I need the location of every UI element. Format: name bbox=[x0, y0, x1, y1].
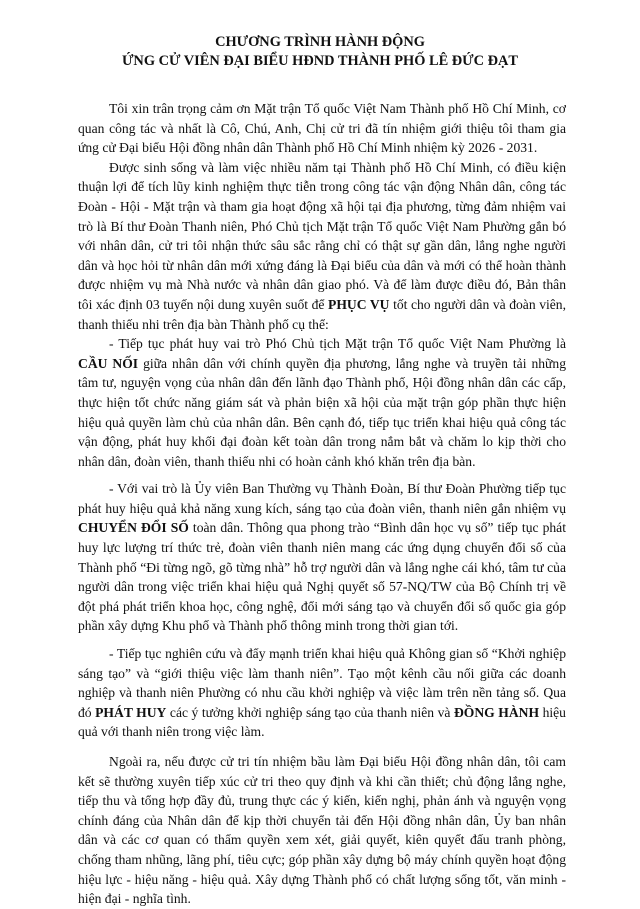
paragraph-digital-transformation bbox=[78, 479, 566, 636]
paragraph-intro-text: Tôi xin trân trọng cảm ơn Mặt trận Tổ quốc Việt Nam Thành phố Hồ Chí Minh, cơ quan công tác và nhất là Cô, Chú, Anh, Chị cử tri đã tín nhiệm giới thiệu tôi tham gia ứng cử Đại biểu Hội đồng nhân dân Thành phố Hồ Chí Minh nhiệm kỳ 2026 - 2031. bbox=[78, 101, 566, 156]
paragraph-bridge-role-text: - Tiếp tục phát huy vai trò Phó Chủ tịch Mặt trận Tổ quốc Việt Nam Phường là bbox=[109, 336, 566, 352]
paragraph-startup-text: - Tiếp tục nghiên cứu và đẩy mạnh triển khai hiệu quả Không gian số “Khởi nghiệp sáng tạo” và “giới thiệu việc làm thanh niên”. Tạo một kênh cầu nối giữa các doanh nghiệp và thanh niên Phường có nhu cầu khởi nghiệp và việc làm trên nền tảng số. Qua đó bbox=[78, 646, 566, 720]
paragraph-background bbox=[78, 158, 566, 334]
paragraph-background-text-end: tốt cho người dân và đoàn viên, thanh thiếu nhi trên địa bàn Thành phố cụ thể: bbox=[78, 296, 566, 332]
document-body bbox=[78, 99, 566, 909]
emphasis-chuyen-doi-so: CHUYỂN ĐỔI SỐ bbox=[78, 520, 189, 536]
paragraph-startup-text-end: hiệu quả với thanh niên trong việc làm. bbox=[78, 704, 566, 740]
paragraph-startup-text-mid: các ý tưởng khởi nghiệp sáng tạo của thanh niên và bbox=[169, 704, 451, 720]
paragraph-digital-text: - Với vai trò là Ủy viên Ban Thường vụ Thành Đoàn, Bí thư Đoàn Phường tiếp tục phát huy hiệu quả khả năng xung kích, sáng tạo của đoàn viên, thanh niên gắn nhiệm vụ bbox=[78, 481, 566, 516]
emphasis-dong-hanh: ĐỒNG HÀNH bbox=[453, 704, 540, 720]
emphasis-cau-noi: CẦU NỐI bbox=[78, 355, 139, 371]
paragraph-background-text: Được sinh sống và làm việc nhiều năm tại Thành phố Hồ Chí Minh, có điều kiện thuận lợi để tích lũy kinh nghiệm thực tiễn trong công tác vận động Nhân dân, công tác Đoàn - Hội - Mặt trận và tham gia hoạt động xã hội tại địa phương, từng đảm nhiệm vai trò là Bí thư Đoàn Thanh niên, Phó Chủ tịch Mặt trận Tổ quốc Việt Nam Phường gắn bó với nhân dân, cử tri tôi nhận thức sâu sắc rằng chỉ có thật sự gần dân, lắng nghe người dân và học hỏi từ nhân dân mới xứng đáng là Đại biểu của dân và mới có thể hoàn thành được nhiệm vụ mà Nhà nước và nhân dân giao phó. Và để làm được điều đó, Bản thân tôi xác định 03 tuyến nội dung xuyên suốt để bbox=[78, 159, 566, 312]
paragraph-commitment-text: Ngoài ra, nếu được cử tri tín nhiệm bầu làm Đại biểu Hội đồng nhân dân, tôi cam kết sẽ thường xuyên tiếp xúc cử tri theo quy định và khi cần thiết; chủ động lắng nghe, tiếp thu và tổng hợp đầy đủ, trung thực các ý kiến, kiến nghị, phản ánh và nguyện vọng chính đáng của Nhân dân để kịp thời chuyển tải đến Hội đồng nhân dân, Ủy ban nhân dân và các cơ quan có thẩm quyền xem xét, giải quyết, kiên quyết đấu tranh phòng, chống tham nhũng, lãng phí, tiêu cực; góp phần xây dựng bộ máy chính quyền hoạt động hiệu lực - hiệu năng - hiệu quả. Xây dựng Thành phố có chất lượng sống tốt, văn minh - hiện đại - nghĩa tình. bbox=[78, 754, 566, 907]
paragraph-intro bbox=[78, 99, 566, 158]
paragraph-digital-text-end: toàn dân. Thông qua phong trào “Bình dân học vụ số” tiếp tục phát huy lực lượng trí thức trẻ, đoàn viên thanh niên mang các ứng dụng chuyển đổi số của Thành phố “Đi từng ngõ, gõ từng nhà” hỗ trợ người dân và lắng nghe cái khó, tâm tư của người dân trong việc triển khai hiệu quả Nghị quyết số 57-NQ/TW của Bộ Chính trị về đột phá phát triển khoa học, công nghệ, đổi mới sáng tạo và chuyển đổi số quốc gia góp phần xây dựng Khu phố và Thành phố thông minh trong thời gian tới. bbox=[78, 520, 566, 634]
emphasis-phuc-vu: PHỤC VỤ bbox=[328, 296, 390, 312]
paragraph-bridge-role bbox=[78, 334, 566, 471]
paragraph-commitment bbox=[78, 752, 566, 909]
paragraph-startup bbox=[78, 644, 566, 742]
paragraph-bridge-role-text-end: giữa nhân dân với chính quyền địa phương, lắng nghe và truyền tải những tâm tư, nguyện vọng của nhân dân đến lãnh đạo Thành phố, Hội đồng nhân dân các cấp, thực hiện tốt chức năng giám sát và phản biện xã hội của mặt trận góp phần thực hiện hiệu quả quyền làm chủ của nhân dân. Bên cạnh đó, tiếp tục triển khai hiệu quả công tác vận động, phát huy khối đại đoàn kết toàn dân trong nắm bắt và chăm lo kịp thời cho nhân dân, đoàn viên, thanh thiếu nhi có hoàn cảnh khó khăn trên địa bàn. bbox=[78, 355, 567, 469]
emphasis-phat-huy: PHÁT HUY bbox=[95, 704, 167, 720]
document-title: CHƯƠNG TRÌNH HÀNH ĐỘNG bbox=[215, 34, 425, 50]
document-subtitle: ỨNG CỬ VIÊN ĐẠI BIỂU HĐND THÀNH PHỐ LÊ ĐỨC ĐẠT bbox=[121, 53, 519, 69]
